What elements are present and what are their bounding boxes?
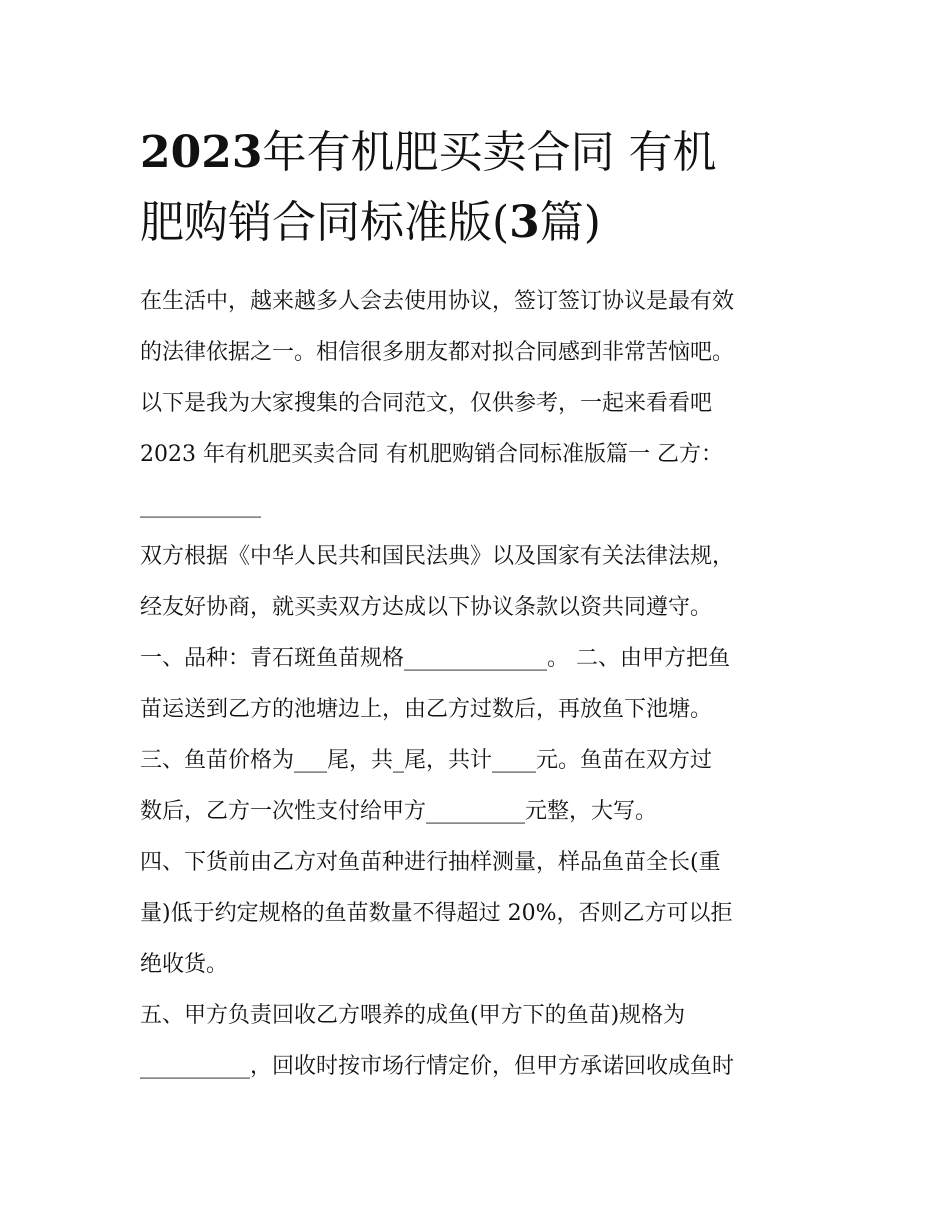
title-line-2: 肥购销合同标准版(3篇) (140, 197, 601, 248)
text-line: 双方根据《中华人民共和国民法典》以及国家有关法律法规， (140, 544, 735, 569)
text-line: 经友好协商，就买卖双方达成以下协议条款以资共同遵守。 (140, 595, 713, 620)
title-line-1: 2023年有机肥买卖合同 有机 (140, 127, 717, 178)
document-body (140, 276, 820, 1092)
text-line: 量)低于约定规格的鱼苗数量不得超过 20%，否则乙方可以拒 (140, 901, 733, 926)
text-line: 2023 年有机肥买卖合同 有机肥购销合同标准版篇一 乙方： (140, 442, 723, 467)
document-title (140, 118, 840, 258)
text-line: 苗运送到乙方的池塘边上，由乙方过数后，再放鱼下池塘。 (140, 697, 713, 722)
text-line: 在生活中，越来越多人会去使用协议，签订签订协议是最有效 (140, 289, 735, 314)
text-line: 三、鱼苗价格为___尾，共_尾，共计____元。鱼苗在双方过 (140, 748, 713, 773)
text-line: 一、品种：青石斑鱼苗规格_____________。 二、由甲方把鱼 (140, 646, 730, 671)
text-line: 绝收货。 (140, 952, 229, 977)
text-line: 的法律依据之一。相信很多朋友都对拟合同感到非常苦恼吧。 (140, 340, 735, 365)
text-line: __________，回收时按市场行情定价，但甲方承诺回收成鱼时 (140, 1054, 735, 1079)
text-line: 四、下货前由乙方对鱼苗种进行抽样测量，样品鱼苗全长(重 (140, 850, 721, 875)
text-line: 以下是我为大家搜集的合同范文，仅供参考，一起来看看吧 (140, 391, 713, 416)
text-line: 数后，乙方一次性支付给甲方_________元整，大写。 (140, 799, 658, 824)
text-line: 五、甲方负责回收乙方喂养的成鱼(甲方下的鱼苗)规格为 (140, 1003, 686, 1028)
blank-field: ___________ (140, 493, 261, 518)
intro-paragraph (140, 276, 820, 1092)
